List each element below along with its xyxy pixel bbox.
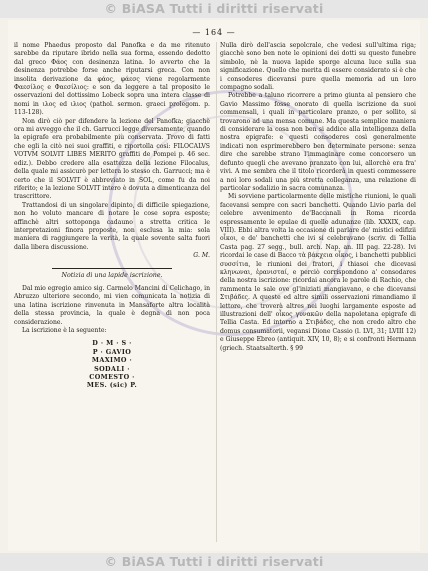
inscription-line: P · GAVIO <box>92 347 132 356</box>
paragraph: La iscrizione è la seguente: <box>22 327 107 334</box>
paragraph: Dal mio egregio amico sig. Carmelo Mancini di Celichago, in Abruzzo ulteriore secondo, mi vien comunicata la notizia di una latina iscrizione rinvenuta in Mansaforte altra località della stessa provincia, la quale è degna di non poca considerazione. <box>14 284 210 326</box>
paragraph: il nome Phaedus proposto dal Panofka e da me ritenuto sarebbe da riputare ibrido nella sua forma, essendo dedotto dal greco Φάος con desinenza latina. Io avverto che la desinenza potrebbe forse anche riputarsi greca. Con non insolita derivazione da φάος, φάεσς viene regolarmente Φαεσίλος e Φαεσίλιος: e son da leggere a tal proposito le osservazioni del dottissimo Lobeck sopra una intera classe di nomi in ιλος ed ιλιος (pathol. sermon. graeci prolegom. p. 113-128). <box>14 42 210 117</box>
author-initials: G. M. <box>193 252 210 260</box>
inscription-line: MAXIMO · <box>91 356 133 365</box>
section-title: Notizia di una lapide iscrizione. <box>61 271 163 279</box>
paragraph: Trattandosi di un singolare dipinto, di difficile spiegazione, non ho voluto mancare di notare le cose sopra esposte; affinchè altri sottoponga cadauno a stretta critica le interpretazioni finora proposte, non esclusa la mia: sola maniera di raggiungere la verità, la quale sovente salta fuori dalla libera discussione. <box>14 201 210 251</box>
section-divider <box>52 268 172 269</box>
inscription-line: SODALI · <box>94 364 130 373</box>
page-number: — 164 — <box>8 28 420 37</box>
right-column <box>220 42 416 353</box>
inscription-line: D · M · S · <box>92 339 132 348</box>
left-column <box>14 42 210 390</box>
watermark-banner-bottom: © BiASA Tutti i diritti riservati <box>0 553 428 571</box>
paragraph: Potrebbe a taluno ricorrere a primo giunta al pensiero che Gavio Massimo fosse onorato di quella iscrizione da suoi commensali, i quali in particolare pranzo, o per sollito, si trovarono ad una mensa comune. Ma questa semplice maniera di considerare la cosa non ben si addice alla intelligenza della nostra epigrafe: e questi consoderes così generalmente indicati non esprimerebbero ben determinate persone: senza dire che sarebbe strano l'immaginare come concorsero un defunto quegli che avevano pranzato con lui, allorchè era fra' vivi. A me sembra che il titolo ricorderà in questi commessere a noi loro sodali una più stretta colleganza, una relazione di particolar sodalizio in sacra comunanza. <box>220 92 416 192</box>
inscription-line: COMESTO · <box>89 373 135 382</box>
inscription-line: MES. (sic) P. <box>86 381 138 390</box>
column-divider <box>216 42 217 542</box>
document-page <box>8 20 420 551</box>
inscription-text <box>14 339 210 389</box>
paragraph: Nulla dirò dell'ascia sepolcrale, che vedesi sull'ultima riga; giacchè sono ben note le opinioni dei dotti su questo funebre simbolo, nè la nuova lapide sporge alcuna luce sulla sua significazione. Quello che merita di essere considerato si è che i consoderes dicevansi pure quella memoria ad un loro compagno sodali. <box>220 42 416 92</box>
paragraph: Mi sovviene particolarmente delle mistiche riunioni, le quali facevansi sempre con sacri banchetti. Quando Livio parla del celebre avvenimento de'Baccanali in Roma ricorda espressamente le epulae di quelle adunanze (lib. XXXIX, cap. VIII). Ebbi altra volta la occasione di parlare de' mistici edifizii οἶκοι, e de' banchetti che ivi si celebravano (scriv. di Tellia Casta pag. 27 segg., bull. arch. Nap. an. III pag. 22-28). Ivi ricordai le case di Bacco τὰ βάκχεια οἶκος, i banchetti pubblici συσσίτια, le riunioni dei fratori, i thiasoi che dicevasi κληνωναι, ἑρανισταί, e perciò corrispondono a' consodares della nostra iscrizione: ricordai ancora le parole di Rachio, che rammenta le sale ove gl'iniziati mangiavano, e che dicevansi Στιβάδες. A queste ed altre simili osservazioni rimandiamo il lettore, che troverà altres nei luoghi largamente esposte ad illustrazioni dell' οἶκος γυνακῶν della napoletana epigrafe di Tellia Casta. Ed intorno a Στιβάδες, che non credo altro che domus consumatorii, vegansi Dione Cassio (l. LVI, 31; LVIII 12) e Giuseppe Ebreo (antiquit. XIV, 10, 8); e si confronti Hermann (griech. Staatsalterth. § 99 <box>220 193 416 352</box>
watermark-banner-top: © BiASA Tutti i diritti riservati <box>0 0 428 18</box>
paragraph: Non dirò ciò per difendere la lezione del Panofka; giacchè ora mi avveggo che il ch. Garrucci legge diversamente, quando la epigrafe era probabilmente più conservata. Trovo di fatti che egli la citò nei suoi graffiti, e riportolla così: FILOCALVS VOTVM SOLVIT LIBES MERITO graffiti de Pompei p. 46 sec. ediz.). Debbo credere alla esattezza della lezione Filocalus, della quale mi assicurò per lettera lo stesso ch. Garrucci; ma è certo che il SOLVIT è abbreviato in SOL, come fu da noi riferito; e la lezione SOLVIT intero è dovuta a dimenticanza del trascrittore. <box>14 117 210 201</box>
